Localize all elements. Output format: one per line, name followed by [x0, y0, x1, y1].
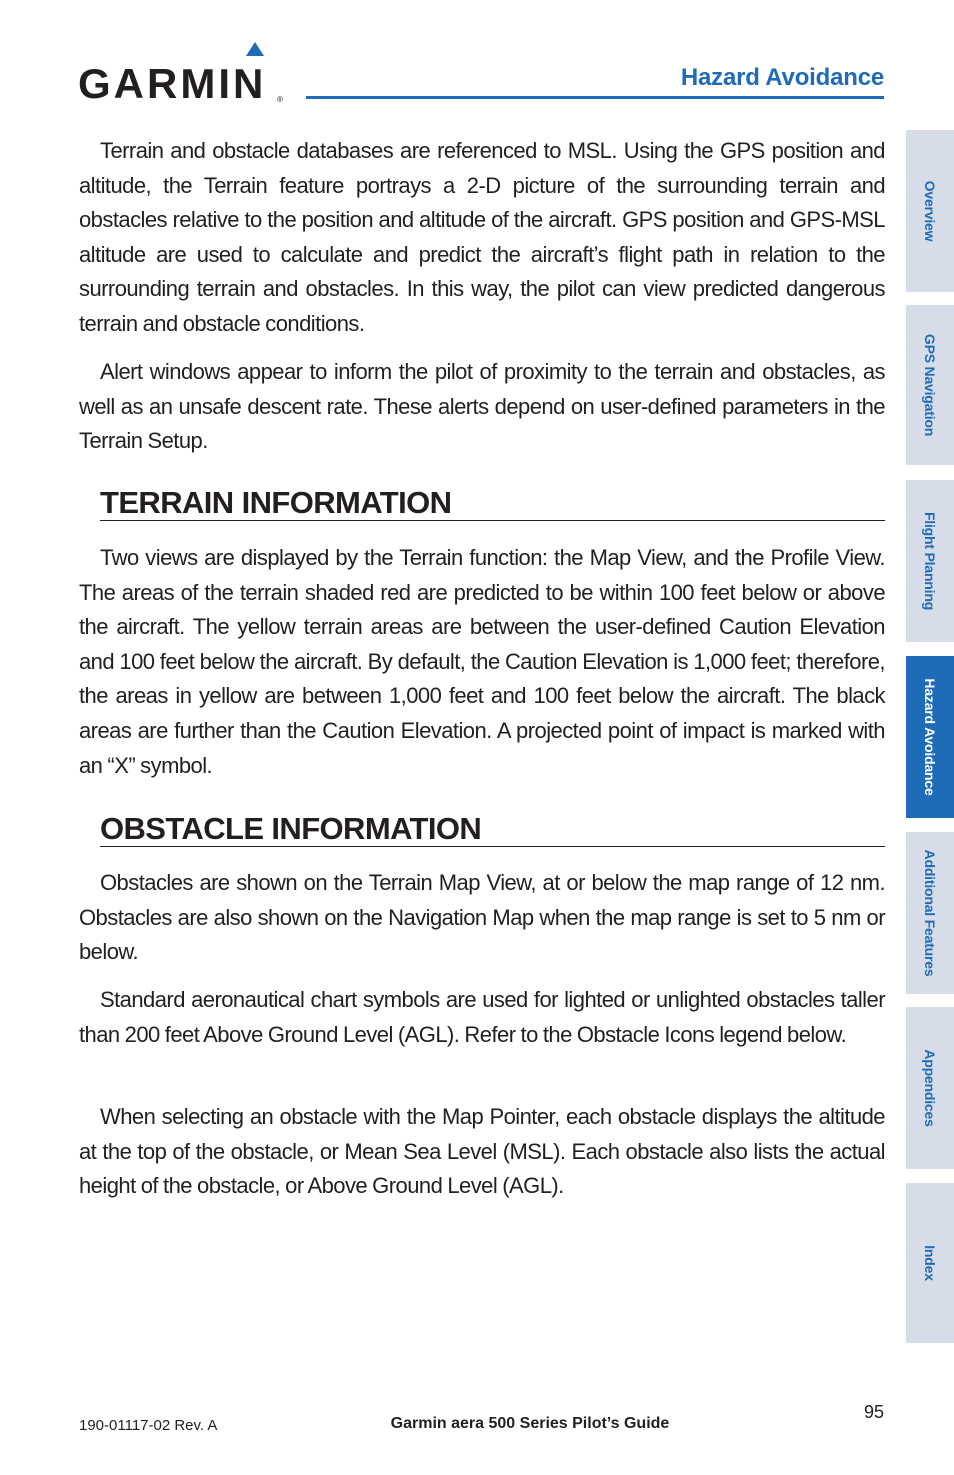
tab-gps-navigation-label: GPS Navigation: [922, 333, 938, 437]
document-title: Garmin aera 500 Series Pilot’s Guide: [390, 1415, 670, 1432]
garmin-logo-text: GARMIN: [78, 60, 267, 104]
obstacle-paragraph-2: Standard aeronautical chart symbols are used for lighted or unlighted obstacles taller than 200 feet Above Ground Level (AGL). Refer to the Obstacle Icons legend below.: [79, 987, 885, 1047]
obstacle-paragraph-3: When selecting an obstacle with the Map Pointer, each obstacle displays the altitude at the top of the obstacle, or Mean Sea Level (MSL). Each obstacle also lists the actual height of the obstacle, or Above Ground Level (AGL).: [79, 1104, 885, 1199]
garmin-logo: [78, 42, 288, 104]
tab-overview-label: Overview: [922, 180, 938, 242]
tab-gps-navigation[interactable]: [906, 305, 954, 465]
tab-flight-planning-label: Flight Planning: [922, 511, 938, 611]
tab-hazard-avoidance[interactable]: [906, 656, 954, 818]
section-title: Hazard Avoidance: [680, 64, 884, 91]
tab-overview[interactable]: [906, 130, 954, 292]
obstacle-block-3: [79, 1100, 885, 1204]
intro-block: [79, 134, 885, 342]
obstacle-block-2: [79, 983, 885, 1052]
terrain-block: [79, 541, 885, 783]
page-number: 95: [864, 1402, 885, 1422]
terrain-information-heading: TERRAIN INFORMATION: [100, 486, 885, 521]
obstacle-paragraph-1: Obstacles are shown on the Terrain Map View, at or below the map range of 12 nm. Obstacles are also shown on the Navigation Map when the map range is set to 5 nm or below.: [79, 870, 885, 965]
document-number: 190-01117-02 Rev. A: [79, 1417, 218, 1434]
tab-additional-features[interactable]: [906, 832, 954, 994]
obstacle-block-1: [79, 866, 885, 970]
obstacle-information-heading: OBSTACLE INFORMATION: [100, 812, 885, 847]
tab-index[interactable]: [906, 1183, 954, 1343]
header-rule: [306, 96, 884, 99]
tab-hazard-avoidance-label: Hazard Avoidance: [922, 678, 938, 796]
tab-index-label: Index: [922, 1245, 938, 1281]
intro-paragraph-2: Alert windows appear to inform the pilot of proximity to the terrain and obstacles, as well as an unsafe descent rate. These alerts depend on user-defined parameters in the Terrain Setup.: [79, 359, 885, 454]
intro-block-2: [79, 355, 885, 459]
garmin-logo-mark: [78, 42, 288, 104]
tab-appendices-label: Appendices: [922, 1049, 938, 1127]
tab-flight-planning[interactable]: [906, 480, 954, 642]
svg-text:®: ®: [277, 95, 283, 104]
intro-paragraph-1: Terrain and obstacle databases are referenced to MSL. Using the GPS position and altitude, the Terrain feature portrays a 2-D picture of the surrounding terrain and obstacles relative to the position and altitude of the aircraft. GPS position and GPS-MSL altitude are used to calculate and predict the aircraft’s flight path in relation to the surrounding terrain and obstacles. In this way, the pilot can view predicted dangerous terrain and obstacle conditions.: [79, 138, 885, 336]
terrain-paragraph-1: Two views are displayed by the Terrain function: the Map View, and the Profile View. The areas of the terrain shaded red are predicted to be within 100 feet below or above the aircraft. The yellow terrain areas are between the user-defined Caution Elevation and 100 feet below the aircraft. By default, the Caution Elevation is 1,000 feet; therefore, the areas in yellow are between 1,000 feet and 100 feet below the aircraft. The black areas are further than the Caution Elevation. A projected point of impact is marked with an “X” symbol.: [79, 545, 885, 778]
tab-additional-features-label: Additional Features: [922, 849, 938, 977]
tab-appendices[interactable]: [906, 1007, 954, 1169]
